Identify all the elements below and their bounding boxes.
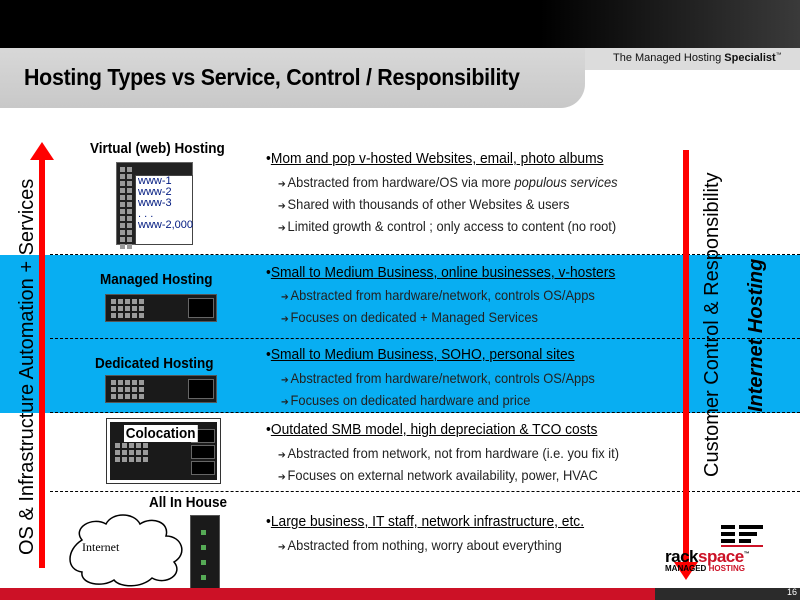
detail: ➔ Abstracted from nothing, worry about everything [278,537,562,553]
bullet-colocation: •Outdated SMB model, high depreciation & TCO costs [266,421,598,438]
vhost-line: . . . [138,208,154,220]
hosting-type-in-house: All In House [149,494,228,511]
detail: ➔ Shared with thousands of other Websites & users [278,196,570,212]
vhost-line: www-1 [138,175,172,187]
server-tower-icon [190,515,220,590]
hosting-type-virtual: Virtual (web) Hosting [90,140,225,157]
server-icon [105,375,217,403]
cloud-label: Internet [82,540,120,554]
hosting-type-colocation: Colocation [125,425,196,442]
left-arrow-shaft [39,158,45,568]
detail: ➔ Focuses on dedicated hardware and price [281,392,531,408]
rackspace-logo: rackspace™ MANAGED HOSTING [665,525,775,573]
vhost-line: www-2 [138,186,172,198]
left-axis-label: OS & Infrastructure Automation + Services [16,178,38,555]
bullet-dedicated: •Small to Medium Business, SOHO, personal sites [266,346,575,363]
right-axis-label: Customer Control & Responsibility [701,172,723,477]
server-icon [105,294,217,322]
separator [692,491,800,492]
right-arrow-shaft [683,150,689,565]
rackspace-logo-icon [721,525,763,549]
bullet-in-house: •Large business, IT staff, network infrastructure, etc. [266,513,585,530]
detail: ➔ Abstracted from hardware/OS via more populous services [278,174,618,190]
vhost-line: www-2,000 [138,219,194,231]
slide-title: Hosting Types vs Service, Control / Responsibility [24,64,520,90]
virtual-server-icon [116,162,193,245]
separator [50,412,690,413]
footer-bar-dark [655,588,800,600]
bullet-managed: •Small to Medium Business, online businesses, v-hosters [266,264,616,281]
detail: ➔ Limited growth & control ; only access to content (no root) [278,218,617,234]
hosting-type-managed: Managed Hosting [100,271,213,288]
bullet-virtual: •Mom and pop v-hosted Websites, email, photo albums [266,150,604,167]
detail: ➔ Abstracted from network, not from hardware (i.e. you fix it) [278,445,619,461]
separator [50,338,690,339]
separator [50,254,690,255]
hosting-type-dedicated: Dedicated Hosting [95,355,214,372]
detail: ➔ Focuses on external network availability, power, HVAC [278,467,598,483]
detail: ➔ Abstracted from hardware/network, controls OS/Apps [281,370,595,386]
detail: ➔ Abstracted from hardware/network, controls OS/Apps [281,287,595,303]
separator [50,491,690,492]
vhost-line: www-3 [138,197,172,209]
internet-hosting-label: Internet Hosting [745,258,767,412]
page-number: 16 [787,587,798,597]
tagline: The Managed Hosting Specialist™ [613,52,782,64]
detail: ➔ Focuses on dedicated + Managed Services [281,309,538,325]
top-bar [0,0,800,48]
